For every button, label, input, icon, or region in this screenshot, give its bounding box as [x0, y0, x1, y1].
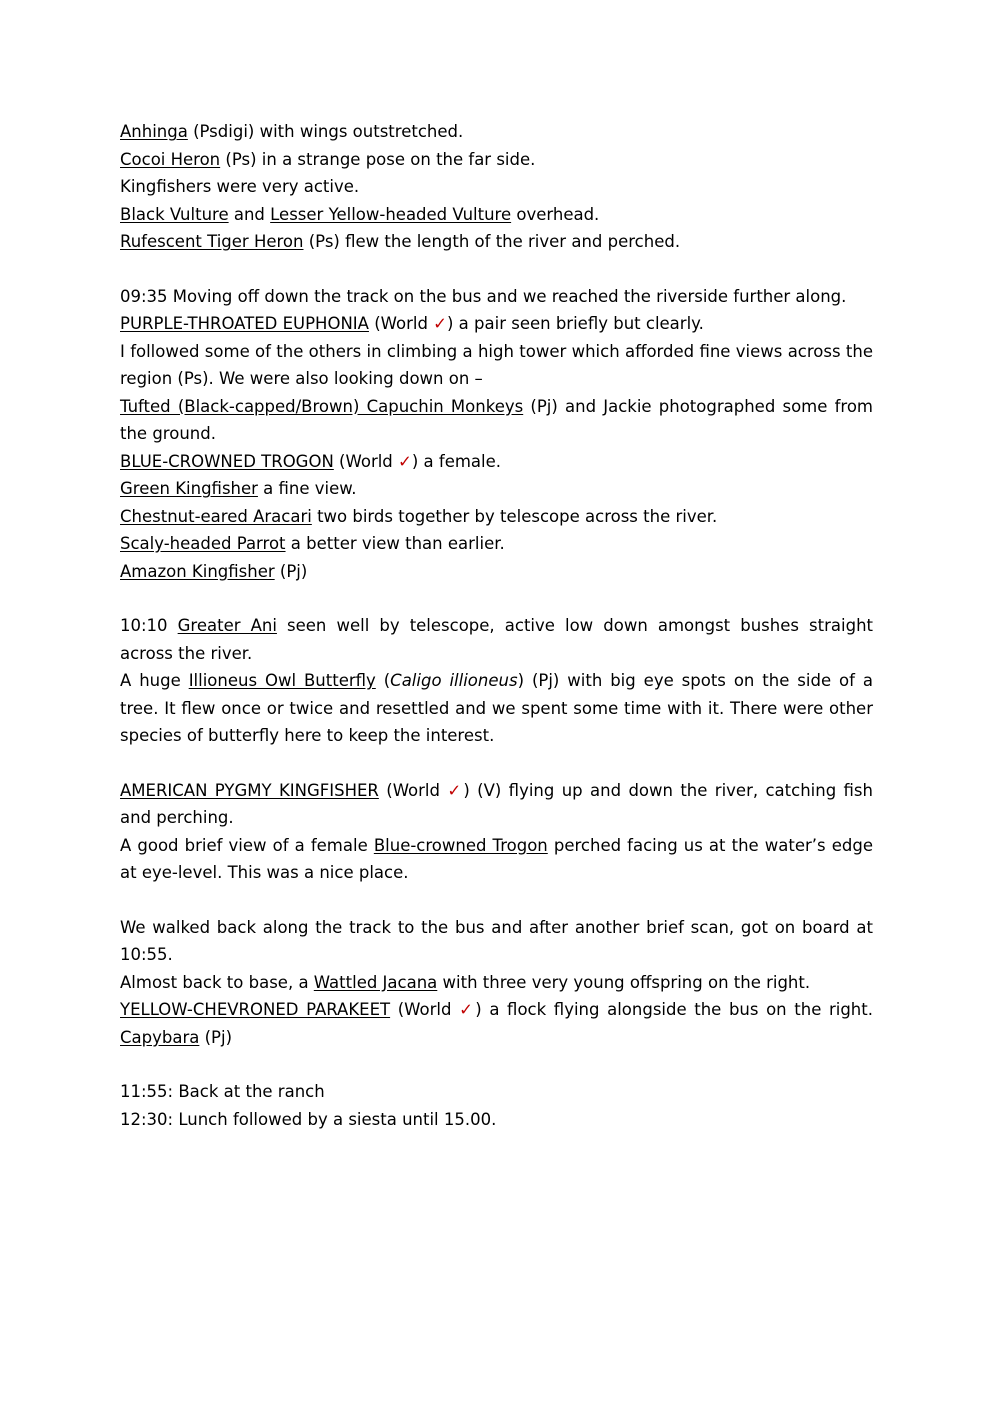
paragraph [120, 777, 873, 832]
text-run: a better view than earlier. [285, 534, 505, 553]
text-run: (Pj) [274, 561, 308, 581]
paragraph [120, 146, 873, 174]
text-run: seen well by telescope, active low down amongst bushes straight across the river. [120, 616, 873, 663]
species-name: Rufescent Tiger Heron [120, 232, 304, 251]
species-name: PURPLE-THROATED EUPHONIA [120, 314, 369, 333]
species-name: Amazon Kingfisher [120, 561, 275, 581]
species-name: Wattled Jacana [313, 972, 438, 992]
text-run: (Ps) flew the length of the river and perched. [303, 232, 681, 251]
text-run: and [228, 204, 271, 224]
species-name: Illioneus Owl Butterfly [188, 671, 376, 690]
text-run: (World [390, 1000, 460, 1019]
text-run: ) a flock flying alongside the bus on the right. [475, 1000, 873, 1019]
text-run: 10:10 [120, 616, 178, 635]
paragraph [120, 914, 873, 969]
text-run: (World [378, 780, 448, 800]
paragraph [120, 530, 873, 558]
paragraph [120, 1078, 873, 1106]
species-name: Anhinga [120, 122, 188, 141]
checkmark-icon: ✓ [433, 314, 447, 333]
species-name: YELLOW-CHEVRONED PARAKEET [120, 1000, 391, 1019]
species-name: Tufted (Black-capped/Brown) Capuchin Monkeys [120, 396, 524, 416]
species-name: AMERICAN PYGMY KINGFISHER [120, 780, 379, 800]
text-run: (Ps) in a strange pose on the far side. [220, 149, 536, 169]
paragraph [120, 228, 873, 256]
text-run: (Psdigi) with wings outstretched. [187, 122, 464, 141]
text-run: with three very young offspring on the right. [437, 972, 811, 992]
text-run: A huge [120, 671, 189, 690]
paragraph [120, 448, 873, 476]
paragraph [120, 283, 873, 311]
text-run: 12:30: Lunch followed by a siesta until 15.00. [120, 1109, 497, 1129]
text-run: I followed some of the others in climbing a high tower which afforded fine views across the region (Ps). We were also looking down on – [120, 341, 873, 388]
text-run: ( [375, 671, 391, 690]
text-run: (World [333, 451, 399, 471]
checkmark-icon: ✓ [398, 451, 412, 471]
paragraph [120, 118, 873, 146]
species-name: Cocoi Heron [120, 149, 221, 169]
species-name: Black Vulture [120, 204, 229, 224]
text-run: 09:35 Moving off down the track on the bus and we reached the riverside further along. [120, 286, 847, 306]
species-name: Scaly-headed Parrot [120, 534, 286, 553]
paragraph [120, 475, 873, 503]
paragraph [120, 393, 873, 448]
species-name: Capybara [120, 1027, 200, 1047]
text-run: perched facing us at the water’s edge at eye-level. This was a nice place. [120, 835, 873, 882]
paragraph [120, 969, 873, 997]
paragraph [120, 1106, 873, 1134]
species-name: Greater Ani [177, 616, 277, 635]
text-run: ) (Pj) with big eye spots on the side of a tree. It flew once or twice and resettled and we spent some time with it. There were other species of butterfly here to keep the interest. [120, 671, 873, 745]
text-run: Almost back to base, a [120, 972, 314, 992]
text-run: Kingfishers were very active. [120, 177, 360, 196]
species-name: Green Kingfisher [120, 479, 258, 498]
species-name: Blue-crowned Trogon [373, 835, 548, 855]
text-run: (Pj) [199, 1027, 233, 1047]
species-name: Chestnut-eared Aracari [120, 506, 312, 526]
text-run: ) a pair seen briefly but clearly. [447, 314, 704, 333]
paragraph [120, 201, 873, 229]
checkmark-icon: ✓ [459, 1000, 476, 1019]
text-run: a fine view. [257, 479, 357, 498]
text-run: two birds together by telescope across the river. [311, 506, 718, 526]
text-run: ) (V) flying up and down the river, catching fish and perching. [120, 780, 873, 827]
paragraph [120, 558, 873, 586]
species-name: BLUE-CROWNED TROGON [120, 451, 334, 471]
paragraph [120, 832, 873, 887]
text-run: overhead. [511, 204, 600, 224]
paragraph [120, 667, 873, 750]
text-run: ) a female. [411, 451, 502, 471]
paragraph [120, 503, 873, 531]
paragraph [120, 996, 873, 1051]
paragraph [120, 310, 873, 338]
paragraph [120, 338, 873, 393]
species-name: Lesser Yellow-headed Vulture [270, 204, 512, 224]
checkmark-icon: ✓ [447, 780, 464, 800]
text-run: (World [368, 314, 434, 333]
text-run: A good brief view of a female [120, 835, 374, 855]
paragraph [120, 612, 873, 667]
text-run: (Pj) and Jackie photographed some from the ground. [120, 396, 873, 443]
text-run: We walked back along the track to the bus and after another brief scan, got on board at 10:55. [120, 917, 873, 964]
paragraph [120, 173, 873, 201]
text-run: 11:55: Back at the ranch [120, 1082, 325, 1101]
scientific-name: Caligo illioneus [390, 671, 518, 690]
document-content [120, 118, 873, 1133]
